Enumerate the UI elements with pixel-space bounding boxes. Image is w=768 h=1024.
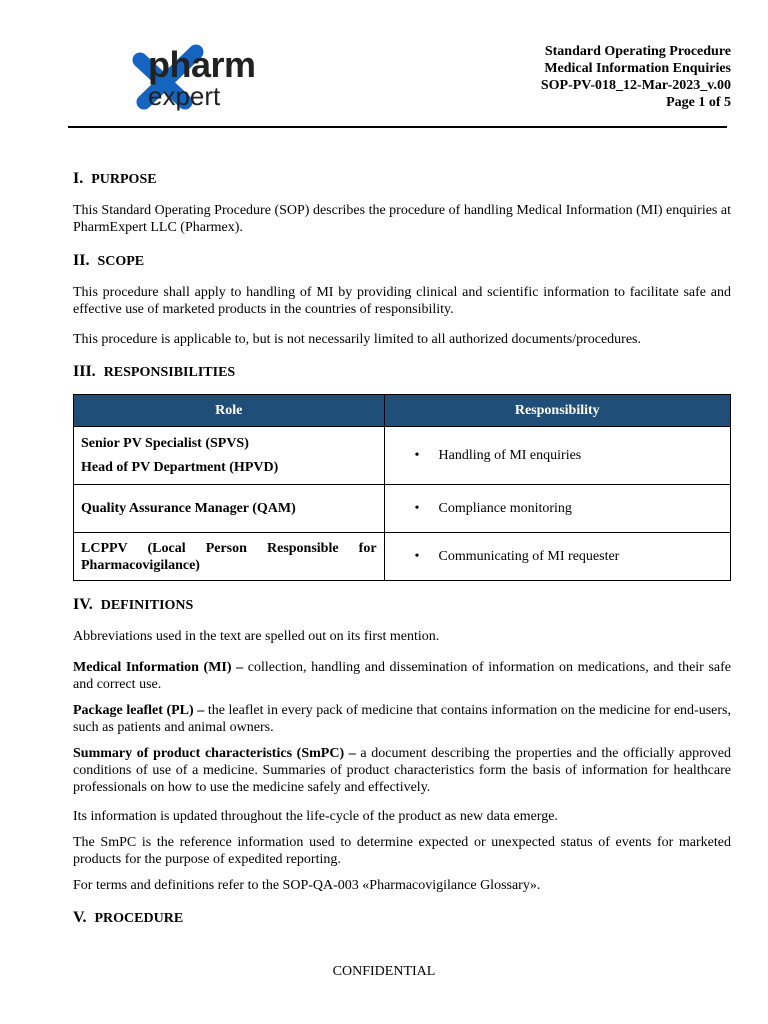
section-number: I. (73, 170, 84, 187)
definitions-extra-2: The SmPC is the reference information used to determine expected or unexpected status of events for marketed products for the purpose of expedited reporting. (73, 835, 731, 867)
role-line: Quality Assurance Manager (QAM) (81, 500, 296, 516)
responsibility-text: Handling of MI enquiries (438, 447, 582, 463)
doc-code: SOP-PV-018_12-Mar-2023_v.00 (540, 78, 731, 93)
role-line: Head of PV Department (HPVD) (81, 459, 279, 475)
section-title: RESPONSIBILITIES (103, 365, 236, 380)
definition-item (73, 745, 731, 796)
header-divider (68, 126, 727, 128)
bullet-icon: • (414, 548, 420, 564)
section-heading-purpose (73, 170, 157, 188)
definition-item (73, 702, 731, 736)
table-row (74, 485, 731, 533)
document-header-info (541, 43, 731, 111)
logo-wordmark-expert: expert (148, 81, 221, 111)
table-row (74, 427, 731, 485)
definition-item (73, 659, 731, 693)
role-line: Senior PV Specialist (SPVS) (81, 435, 249, 451)
definition-text: collection, handling and dissemination of information on medications, and their safe and correct use. (73, 660, 731, 692)
scope-text-1: This procedure shall apply to handling of MI by providing clinical and scientific information to facilitate safe and effective use of marketed products in the countries of responsibility. (73, 285, 731, 317)
page-number: Page 1 of 5 (666, 95, 731, 110)
section-title: DEFINITIONS (100, 598, 194, 613)
responsibility-cell (384, 427, 730, 485)
definitions-intro: Abbreviations used in the text are spelled out on its first mention. (73, 629, 440, 644)
responsibility-text: Compliance monitoring (438, 500, 572, 516)
section-number: IV. (73, 596, 93, 613)
purpose-text: This Standard Operating Procedure (SOP) describes the procedure of handling Medical Information (MI) enquiries at PharmExpert LLC (Pharmex). (73, 203, 731, 235)
bullet-icon: • (414, 447, 420, 463)
logo-wordmark-pharm: pharm (148, 44, 256, 85)
definitions-extra-3: For terms and definitions refer to the SOP-QA-003 «Pharmacovigilance Glossary». (73, 878, 541, 893)
role-cell (74, 427, 385, 485)
bullet-icon: • (414, 500, 420, 516)
responsibility-cell (384, 485, 730, 533)
column-header-role: Role (74, 395, 385, 427)
doc-title: Medical Information Enquiries (544, 61, 731, 76)
definition-term: Medical Information (MI) – (73, 660, 244, 675)
column-header-responsibility: Responsibility (384, 395, 730, 427)
section-title: PURPOSE (91, 172, 157, 187)
definition-term: Summary of product characteristics (SmPC) – (73, 746, 356, 761)
definition-text: the leaflet in every pack of medicine that contains information on the medicine for end-users, such as patients and animal owners. (73, 703, 731, 735)
section-heading-definitions (73, 596, 193, 614)
doc-type: Standard Operating Procedure (544, 44, 731, 59)
role-line: LCPPV (Local Person Responsible for Pharmacovigilance) (81, 540, 377, 573)
section-title: SCOPE (97, 254, 145, 269)
definition-text: a document describing the properties and the officially approved conditions of use of a medicine. Summaries of product characteristics form the basis of information for healthcare professionals on how to use the medicine safely and effectively. (73, 746, 731, 795)
definitions-extra-1: Its information is updated throughout the life-cycle of the product as new data emerge. (73, 809, 558, 824)
responsibility-cell (384, 533, 730, 581)
section-heading-procedure (73, 909, 183, 927)
section-number: V. (73, 909, 87, 926)
section-heading-scope (73, 252, 144, 270)
table-row (74, 533, 731, 581)
table-header-row (74, 395, 731, 427)
footer-confidential: CONFIDENTIAL (332, 964, 436, 979)
scope-text-2: This procedure is applicable to, but is not necessarily limited to all authorized documents/procedures. (73, 332, 642, 347)
definition-term: Package leaflet (PL) – (73, 703, 205, 718)
section-heading-responsibilities (73, 363, 235, 381)
section-number: II. (73, 252, 90, 269)
section-title: PROCEDURE (94, 911, 184, 926)
role-cell (74, 533, 385, 581)
section-number: III. (73, 363, 96, 380)
role-cell (74, 485, 385, 533)
responsibility-text: Communicating of MI requester (438, 548, 620, 564)
responsibilities-table (73, 394, 731, 581)
